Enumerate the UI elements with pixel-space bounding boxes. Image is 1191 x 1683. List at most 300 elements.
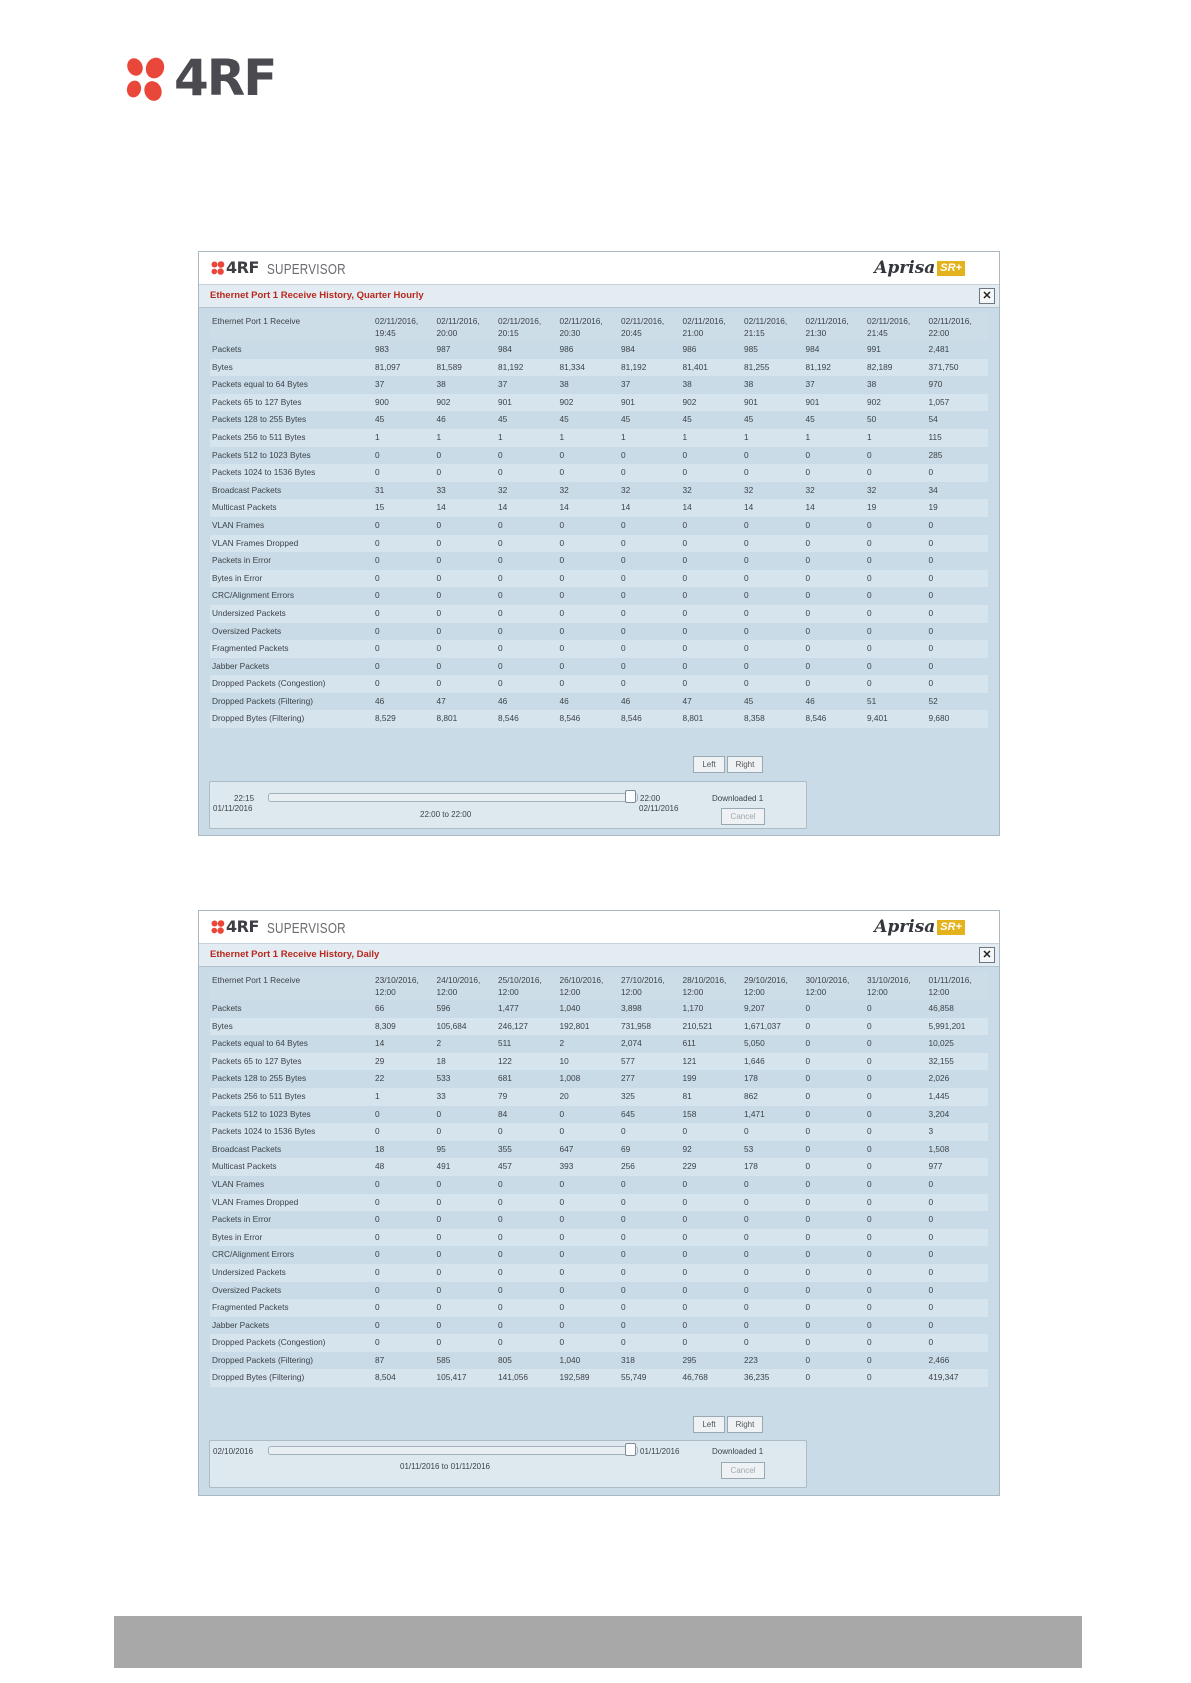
column-header: 02/11/2016, 20:45	[619, 313, 681, 341]
table-cell: 983	[375, 344, 389, 354]
table-cell: 0	[375, 625, 380, 636]
4rf-logo-icon	[124, 56, 168, 102]
table-cell: 0	[496, 1299, 558, 1317]
table-cell: 8,309	[373, 1018, 435, 1036]
table-cell: 0	[558, 1334, 620, 1352]
table-cell: 19	[927, 499, 989, 517]
table-cell: 81,255	[742, 359, 804, 377]
table-row	[210, 1176, 988, 1194]
table-row	[210, 658, 988, 676]
table-row	[210, 1123, 988, 1141]
table-row	[210, 1106, 988, 1124]
table-cell: 0	[804, 1053, 866, 1071]
column-header: 29/10/2016, 12:00	[742, 972, 804, 1000]
table-cell: 645	[621, 1108, 635, 1119]
table-cell: 0	[805, 1003, 811, 1013]
table-cell: 0	[373, 1264, 435, 1282]
table-cell: 19	[865, 499, 927, 517]
table-cell: 533	[436, 1073, 451, 1084]
table-cell: 0	[927, 1194, 989, 1212]
table-cell: 14	[619, 499, 681, 517]
column-header: 02/11/2016, 21:45	[865, 313, 927, 341]
table-cell: 0	[436, 590, 442, 601]
table-row	[210, 1369, 988, 1387]
left-button[interactable]: Left	[693, 756, 725, 773]
time-range-panel	[209, 1440, 807, 1488]
table-cell: 47	[682, 695, 692, 706]
table-cell: 0	[867, 1143, 872, 1154]
download-status: Downloaded 1	[712, 1447, 764, 1456]
table-cell: 81,192	[496, 359, 558, 377]
table-cell: 0	[805, 555, 811, 566]
right-button[interactable]: Right	[727, 1416, 763, 1433]
row-label: Packets 1024 to 1536 Bytes	[210, 464, 373, 482]
table-cell: 0	[804, 1264, 866, 1282]
table-cell: 0	[435, 1264, 497, 1282]
table-row	[210, 1264, 988, 1282]
close-icon[interactable]: ✕	[979, 288, 995, 304]
table-cell: 1	[373, 1088, 435, 1106]
range-text: 01/11/2016 to 01/11/2016	[400, 1462, 491, 1471]
row-label: Jabber Packets	[212, 1319, 270, 1330]
table-cell: 986	[559, 344, 574, 354]
table-cell: 901	[742, 394, 804, 412]
table-cell: 0	[496, 1229, 558, 1247]
table-cell: 0	[742, 675, 804, 693]
time-range-track[interactable]	[268, 793, 638, 802]
table-cell: 45	[621, 414, 631, 425]
table-cell: 0	[435, 1334, 497, 1352]
column-header: 24/10/2016, 12:00	[435, 972, 497, 1000]
cancel-button[interactable]: Cancel	[721, 808, 765, 825]
table-cell: 32	[559, 484, 569, 495]
table-cell: 81,192	[804, 359, 866, 377]
table-cell: 1,040	[559, 1003, 581, 1013]
table-cell: 199	[682, 1073, 697, 1084]
table-cell: 0	[805, 625, 811, 636]
table-row	[210, 376, 988, 394]
table-cell: 0	[559, 1284, 565, 1295]
table-cell: 0	[681, 1194, 743, 1212]
table-cell: 0	[375, 1214, 380, 1225]
table-cell: 0	[804, 570, 866, 588]
table-cell: 192,589	[558, 1369, 620, 1387]
table-cell: 0	[621, 590, 626, 601]
row-label: VLAN Frames Dropped	[210, 535, 373, 553]
right-button[interactable]: Right	[727, 756, 763, 773]
table-row	[210, 429, 988, 447]
row-label: Dropped Packets (Filtering)	[212, 1354, 313, 1365]
table-cell: 5,991,201	[927, 1018, 989, 1036]
table-cell: 0	[804, 1229, 866, 1247]
history-table-container	[210, 972, 988, 1387]
table-cell: 0	[375, 519, 380, 530]
app-header	[199, 911, 999, 944]
range-start-date: 02/10/2016	[213, 1447, 254, 1456]
table-cell: 0	[498, 449, 503, 460]
row-label: Broadcast Packets	[212, 484, 282, 495]
brand-text: 4RF	[226, 917, 259, 936]
table-cell: 0	[496, 1264, 558, 1282]
column-header: 26/10/2016, 12:00	[558, 972, 620, 1000]
table-cell: 0	[927, 1229, 989, 1247]
table-cell: 210,521	[681, 1018, 743, 1036]
table-header-row	[210, 972, 988, 1000]
table-cell: 0	[742, 1194, 804, 1212]
row-label: Undersized Packets	[210, 605, 373, 623]
table-cell: 0	[436, 1108, 442, 1119]
row-label: Multicast Packets	[210, 499, 373, 517]
table-cell: 0	[559, 555, 565, 566]
table-cell: 0	[621, 1178, 626, 1189]
table-cell: 32	[867, 484, 877, 495]
table-cell: 355	[498, 1143, 512, 1154]
table-cell: 0	[927, 1299, 989, 1317]
table-row	[210, 1246, 988, 1264]
table-cell: 0	[742, 1299, 804, 1317]
table-cell: 33	[435, 1088, 497, 1106]
table-cell: 0	[619, 1334, 681, 1352]
product-logo	[874, 258, 965, 280]
time-range-track[interactable]	[268, 1446, 638, 1455]
table-cell: 0	[805, 1214, 811, 1225]
table-cell: 0	[867, 590, 872, 601]
table-cell: 0	[681, 1229, 743, 1247]
page-logo-text: 4RF	[174, 49, 276, 107]
table-cell: 10,025	[928, 1038, 954, 1049]
table-cell: 0	[867, 1003, 872, 1013]
table-cell: 1,057	[927, 394, 989, 412]
time-range-panel	[209, 781, 807, 829]
table-cell: 0	[375, 1319, 380, 1330]
column-header: 02/11/2016, 19:45	[373, 313, 435, 341]
table-cell: 681	[498, 1073, 512, 1084]
table-cell: 986	[682, 344, 697, 354]
history-table	[210, 313, 988, 728]
table-cell: 0	[928, 1319, 934, 1330]
table-cell: 0	[867, 1038, 872, 1049]
table-row	[210, 1334, 988, 1352]
table-cell: 0	[928, 1214, 934, 1225]
table-cell: 38	[682, 379, 692, 390]
table-cell: 0	[681, 640, 743, 658]
table-cell: 0	[744, 1284, 749, 1295]
table-cell: 0	[928, 519, 934, 530]
table-cell: 0	[867, 1073, 872, 1084]
table-cell: 0	[865, 605, 927, 623]
table-cell: 901	[619, 394, 681, 412]
table-cell: 0	[804, 1194, 866, 1212]
row-label: VLAN Frames Dropped	[210, 1194, 373, 1212]
table-cell: 0	[865, 1334, 927, 1352]
table-cell: 0	[742, 1229, 804, 1247]
table-cell: 0	[928, 555, 934, 566]
table-cell: 8,529	[373, 710, 435, 728]
table-cell: 984	[621, 344, 635, 354]
table-cell: 0	[928, 625, 934, 636]
row-label: Packets in Error	[212, 555, 272, 566]
table-cell: 0	[867, 1214, 872, 1225]
table-cell: 0	[375, 1108, 380, 1119]
table-cell: 2,481	[928, 344, 950, 354]
table-cell: 0	[865, 1369, 927, 1387]
table-cell: 0	[804, 535, 866, 553]
table-cell: 46,858	[928, 1003, 954, 1013]
table-cell: 81,401	[681, 359, 743, 377]
table-cell: 0	[435, 1123, 497, 1141]
table-cell: 1,508	[928, 1143, 950, 1154]
table-cell: 0	[867, 625, 872, 636]
history-window-daily	[198, 910, 1000, 1496]
table-cell: 32	[682, 484, 692, 495]
column-header: 31/10/2016, 12:00	[865, 972, 927, 1000]
table-cell: 1,477	[498, 1003, 519, 1013]
table-cell: 0	[559, 1249, 565, 1260]
table-cell: 18	[435, 1053, 497, 1071]
supervisor-label: SUPERVISOR	[267, 920, 346, 937]
table-row	[210, 341, 988, 359]
table-cell: 0	[373, 570, 435, 588]
table-cell: 0	[742, 535, 804, 553]
table-row	[210, 710, 988, 728]
4rf-logo-icon	[211, 920, 225, 934]
table-cell: 95	[436, 1143, 446, 1154]
row-label: VLAN Frames	[212, 519, 265, 530]
history-window-quarter-hourly	[198, 251, 1000, 836]
table-cell: 985	[744, 344, 758, 354]
product-name: Aprisa	[874, 258, 936, 278]
table-cell: 984	[805, 344, 820, 354]
table-cell: 0	[682, 449, 688, 460]
table-cell: 1,008	[559, 1073, 581, 1084]
table-cell: 0	[375, 660, 380, 671]
row-label: Fragmented Packets	[210, 1299, 373, 1317]
table-cell: 0	[867, 1284, 872, 1295]
table-cell: 0	[435, 570, 497, 588]
table-cell: 0	[927, 675, 989, 693]
table-cell: 0	[558, 1194, 620, 1212]
table-cell: 0	[619, 675, 681, 693]
table-cell: 902	[681, 394, 743, 412]
table-cell: 285	[928, 449, 943, 460]
table-cell: 0	[681, 1334, 743, 1352]
table-cell: 0	[682, 660, 688, 671]
table-cell: 0	[927, 570, 989, 588]
table-cell: 0	[804, 640, 866, 658]
table-cell: 0	[804, 675, 866, 693]
table-cell: 0	[742, 1123, 804, 1141]
row-label: Bytes	[210, 1018, 373, 1036]
table-row	[210, 1053, 988, 1071]
close-icon[interactable]: ✕	[979, 947, 995, 963]
table-cell: 611	[682, 1038, 696, 1049]
table-cell: 0	[436, 555, 442, 566]
table-cell: 0	[436, 519, 442, 530]
table-cell: 0	[375, 555, 380, 566]
cancel-button[interactable]: Cancel	[721, 1462, 765, 1479]
table-cell: 0	[498, 1214, 503, 1225]
table-cell: 0	[682, 1178, 688, 1189]
table-cell: 0	[435, 1229, 497, 1247]
table-cell: 105,684	[435, 1018, 497, 1036]
product-logo	[874, 917, 965, 939]
table-cell: 0	[744, 555, 749, 566]
table-cell: 862	[742, 1088, 804, 1106]
table-cell: 33	[436, 484, 446, 495]
product-badge: SR+	[937, 261, 965, 276]
table-row	[210, 411, 988, 429]
table-row	[210, 1158, 988, 1176]
table-row	[210, 1088, 988, 1106]
table-cell: 0	[559, 625, 565, 636]
table-cell: 8,358	[742, 710, 804, 728]
table-cell: 0	[619, 535, 681, 553]
table-cell: 0	[928, 660, 934, 671]
table-cell: 0	[865, 1088, 927, 1106]
table-cell: 8,801	[435, 710, 497, 728]
table-cell: 55,749	[619, 1369, 681, 1387]
table-cell: 0	[682, 519, 688, 530]
table-cell: 0	[436, 660, 442, 671]
table-cell: 32	[744, 484, 754, 495]
row-label: Packets 128 to 255 Bytes	[212, 1073, 307, 1084]
table-cell: 9,207	[744, 1003, 765, 1013]
table-cell: 0	[682, 1319, 688, 1330]
table-cell: 0	[804, 1369, 866, 1387]
table-cell: 2	[436, 1038, 442, 1049]
table-cell: 0	[804, 1334, 866, 1352]
table-row	[210, 1000, 988, 1018]
table-cell: 45	[682, 414, 692, 425]
table-cell: 69	[621, 1143, 631, 1154]
table-row	[210, 482, 988, 500]
table-cell: 0	[928, 1284, 934, 1295]
table-cell: 0	[865, 1018, 927, 1036]
table-cell: 0	[928, 1249, 934, 1260]
column-header: 02/11/2016, 20:15	[496, 313, 558, 341]
row-label: Packets 512 to 1023 Bytes	[212, 449, 311, 460]
table-cell: 2,074	[621, 1038, 642, 1049]
table-cell: 0	[621, 519, 626, 530]
table-cell: 0	[558, 535, 620, 553]
table-cell: 0	[867, 1319, 872, 1330]
table-cell: 8,546	[804, 710, 866, 728]
history-table	[210, 972, 988, 1387]
history-table-container	[210, 313, 988, 728]
table-cell: 1	[804, 429, 866, 447]
table-cell: 46,768	[681, 1369, 743, 1387]
table-cell: 0	[619, 1299, 681, 1317]
table-cell: 0	[805, 1249, 811, 1260]
table-cell: 0	[927, 605, 989, 623]
table-cell: 0	[436, 625, 442, 636]
table-cell: 0	[744, 590, 749, 601]
table-cell: 1	[619, 429, 681, 447]
table-cell: 46	[559, 695, 569, 706]
row-label: Dropped Packets (Congestion)	[210, 675, 373, 693]
table-cell: 158	[682, 1108, 697, 1119]
table-cell: 0	[744, 519, 749, 530]
table-cell: 491	[435, 1158, 497, 1176]
table-cell: 52	[928, 695, 938, 706]
table-cell: 0	[436, 1319, 442, 1330]
time-range-handle[interactable]	[625, 790, 636, 803]
table-cell: 0	[682, 590, 688, 601]
table-cell: 0	[496, 1123, 558, 1141]
table-cell: 0	[805, 519, 811, 530]
table-row	[210, 623, 988, 641]
table-cell: 0	[373, 605, 435, 623]
row-label: Bytes in Error	[210, 570, 373, 588]
table-cell: 393	[558, 1158, 620, 1176]
table-cell: 0	[805, 1354, 811, 1365]
row-label: Oversized Packets	[212, 625, 282, 636]
table-cell: 32	[805, 484, 815, 495]
table-cell: 0	[435, 464, 497, 482]
table-cell: 0	[435, 535, 497, 553]
table-cell: 0	[804, 1088, 866, 1106]
table-row	[210, 535, 988, 553]
table-cell: 731,958	[619, 1018, 681, 1036]
table-cell: 0	[927, 1264, 989, 1282]
table-cell: 3,204	[928, 1108, 950, 1119]
table-cell: 81,334	[558, 359, 620, 377]
table-cell: 277	[621, 1073, 635, 1084]
table-cell: 0	[375, 1284, 380, 1295]
table-cell: 15	[373, 499, 435, 517]
table-cell: 0	[436, 1178, 442, 1189]
table-cell: 0	[558, 1264, 620, 1282]
table-cell: 0	[559, 590, 565, 601]
time-range-handle[interactable]	[625, 1443, 636, 1456]
table-cell: 0	[865, 1053, 927, 1071]
table-cell: 10	[558, 1053, 620, 1071]
row-label: CRC/Alignment Errors	[212, 1249, 295, 1260]
table-cell: 511	[498, 1038, 512, 1049]
table-cell: 0	[865, 1299, 927, 1317]
table-cell: 0	[621, 625, 626, 636]
table-cell: 0	[619, 1123, 681, 1141]
table-cell: 31	[375, 484, 385, 495]
table-cell: 0	[867, 1108, 872, 1119]
table-cell: 38	[436, 379, 446, 390]
table-cell: 0	[804, 464, 866, 482]
table-cell: 0	[927, 535, 989, 553]
range-start-time: 22:15	[234, 794, 255, 803]
table-row	[210, 1141, 988, 1159]
left-button[interactable]: Left	[693, 1416, 725, 1433]
table-cell: 0	[927, 640, 989, 658]
table-cell: 902	[865, 394, 927, 412]
row-label: VLAN Frames	[212, 1178, 265, 1189]
table-cell: 0	[373, 1194, 435, 1212]
table-cell: 45	[498, 414, 508, 425]
row-label: Packets 65 to 127 Bytes	[210, 1053, 373, 1071]
table-cell: 0	[498, 519, 503, 530]
table-cell: 0	[496, 1194, 558, 1212]
table-cell: 0	[559, 519, 565, 530]
table-cell: 0	[621, 1214, 626, 1225]
table-cell: 0	[375, 449, 380, 460]
row-label: Broadcast Packets	[212, 1143, 282, 1154]
table-cell: 0	[681, 605, 743, 623]
table-cell: 34	[928, 484, 938, 495]
table-cell: 0	[435, 640, 497, 658]
table-cell: 192,801	[558, 1018, 620, 1036]
table-cell: 0	[435, 605, 497, 623]
table-cell: 0	[373, 640, 435, 658]
column-header: 23/10/2016, 12:00	[373, 972, 435, 1000]
